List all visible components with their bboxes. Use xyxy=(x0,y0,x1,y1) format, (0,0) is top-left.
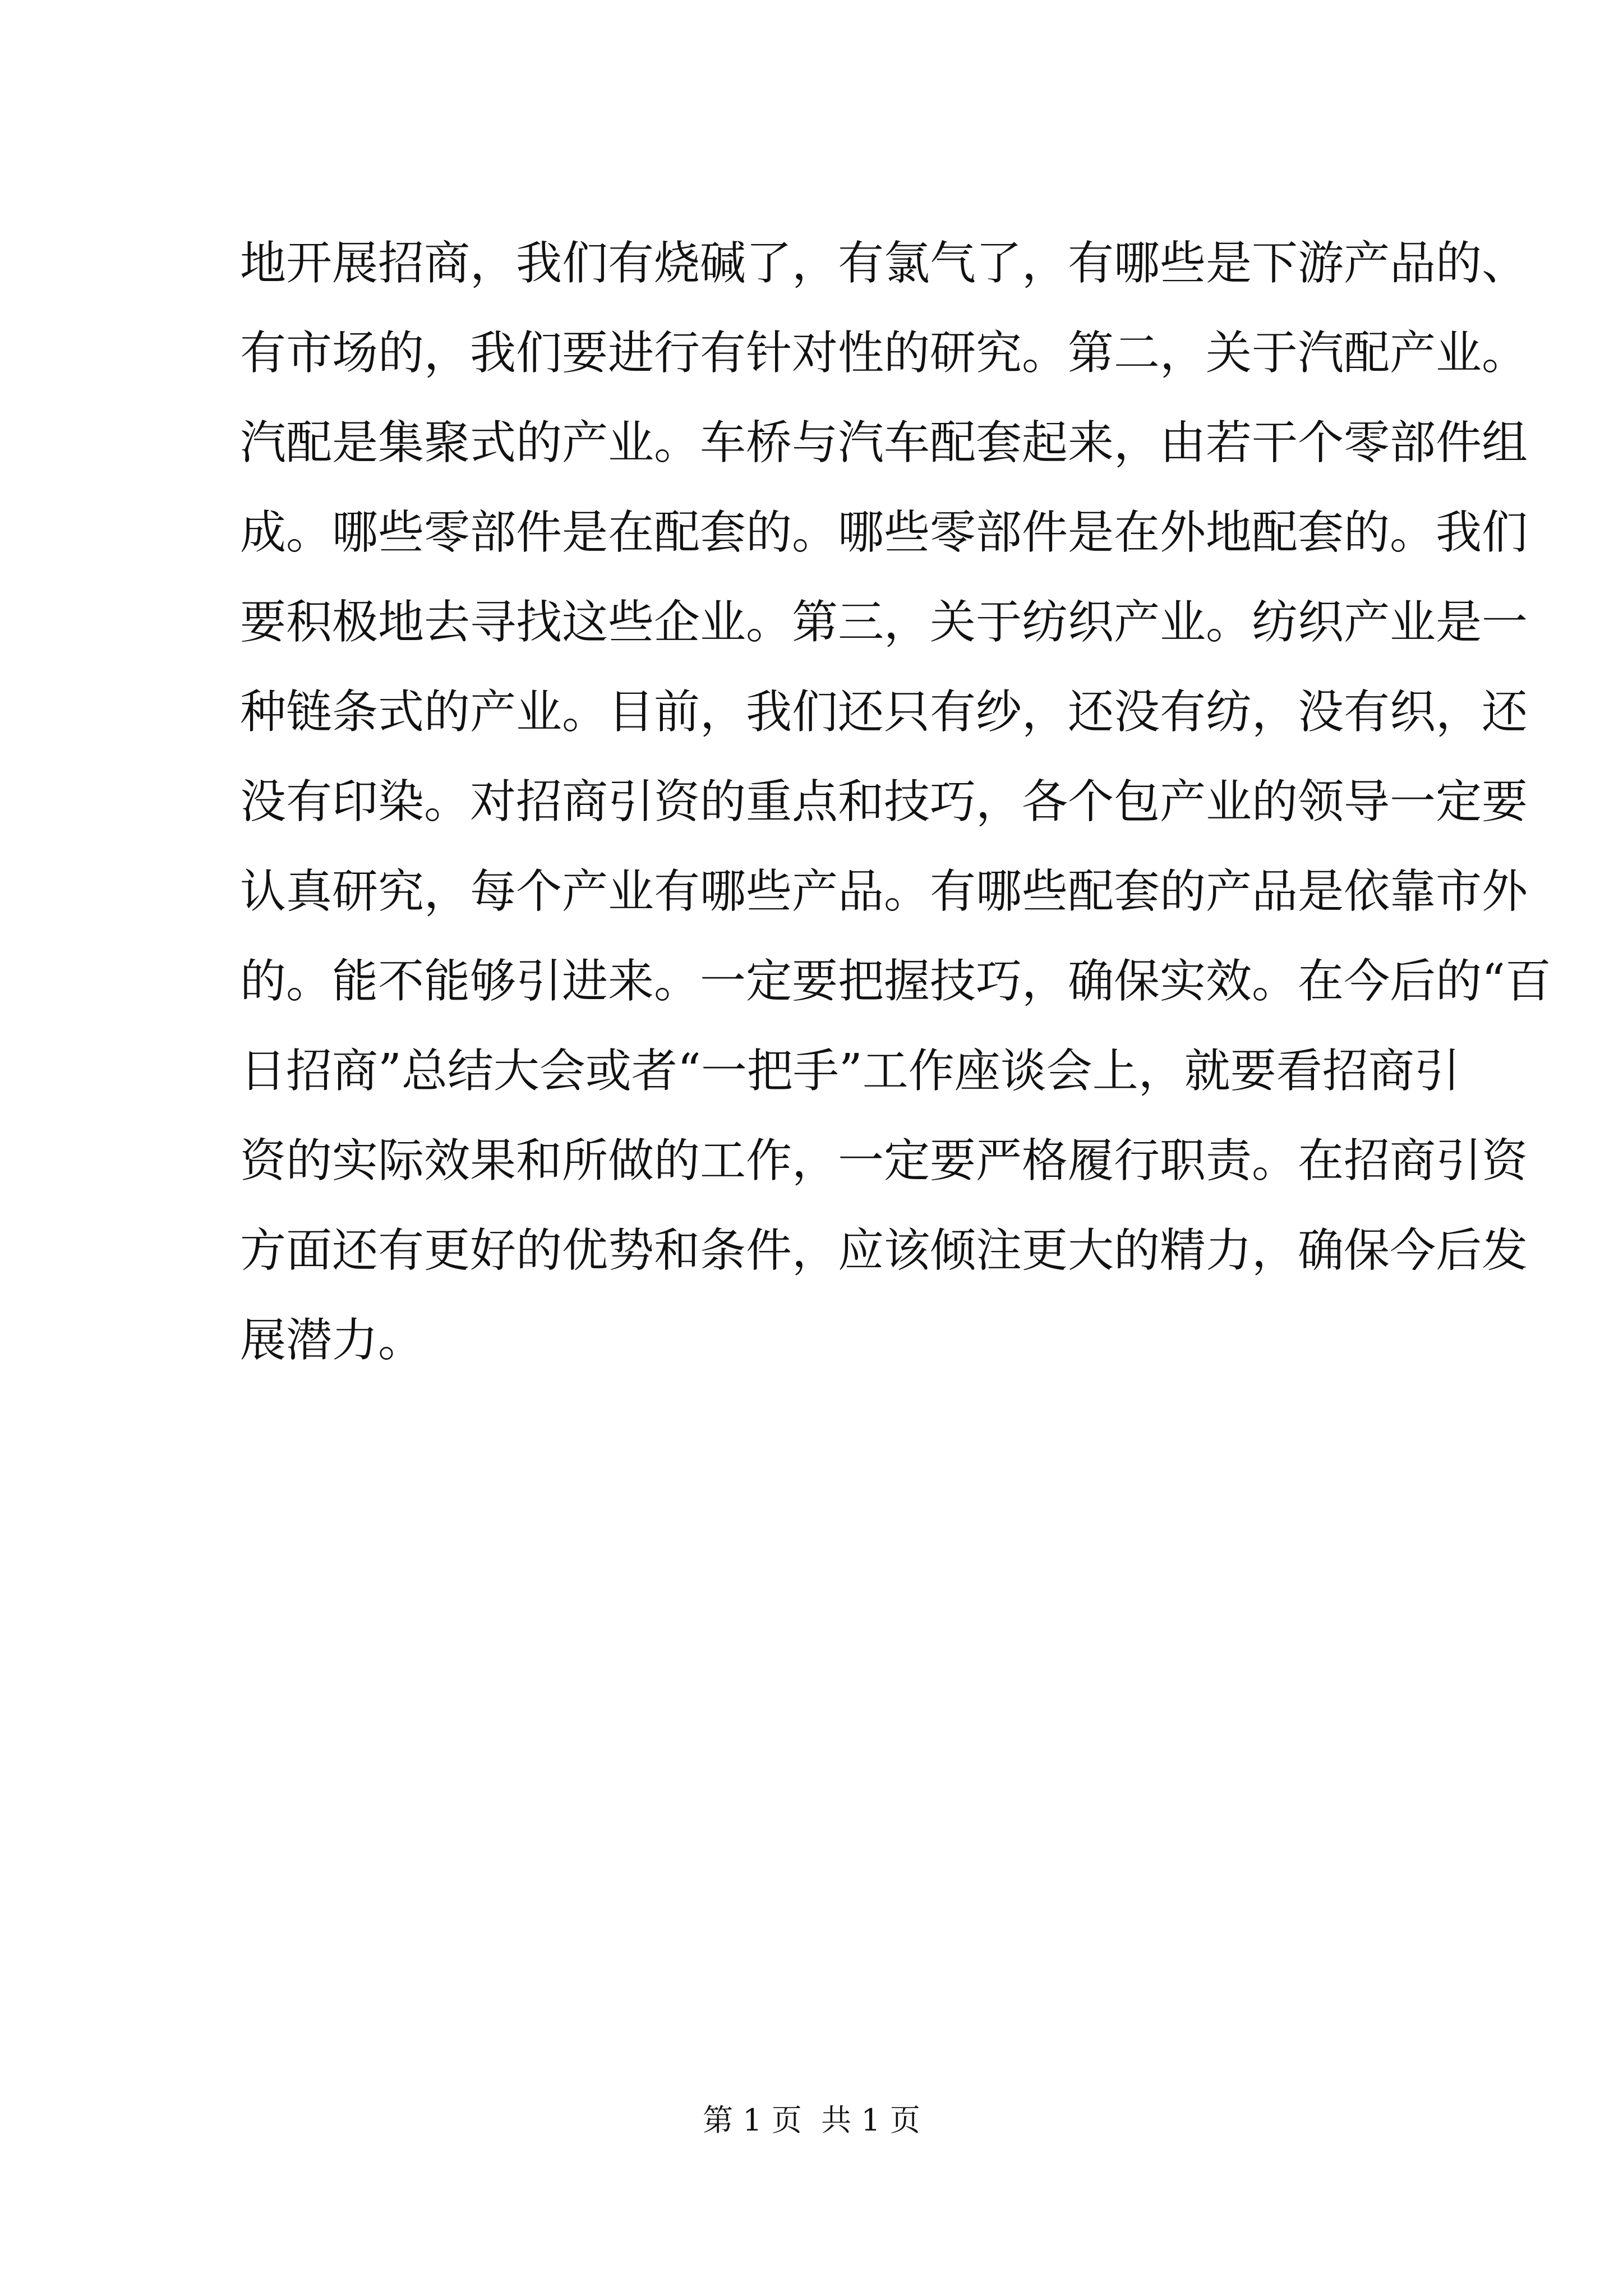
text-line: 种链条式的产业。目前，我们还只有纱，还没有纺，没有织，还 xyxy=(240,685,1528,739)
text-line: 认真研究，每个产业有哪些产品。有哪些配套的产品是依靠市外 xyxy=(240,865,1528,918)
text-line: 方面还有更好的优势和条件，应该倾注更大的精力，确保今后发 xyxy=(240,1224,1528,1277)
text-line: 没有印染。对招商引资的重点和技巧，各个包产业的领导一定要 xyxy=(240,775,1528,829)
body-paragraph xyxy=(240,219,1551,1386)
page-number-footer: 第 1 页 共 1 页 xyxy=(703,2102,920,2138)
text-line: 成。哪些零部件是在配套的。哪些零部件是在外地配套的。我们 xyxy=(240,506,1528,559)
text-line: 日招商”总结大会或者“一把手”工作座谈会上，就要看招商引 xyxy=(240,1045,1460,1098)
text-line: 汽配是集聚式的产业。车桥与汽车配套起来，由若干个零部件组 xyxy=(240,416,1528,470)
text-line: 资的实际效果和所做的工作，一定要严格履行职责。在招商引资 xyxy=(240,1134,1528,1188)
text-line: 地开展招商，我们有烧碱了，有氯气了，有哪些是下游产品的、 xyxy=(240,237,1528,290)
text-line: 要积极地去寻找这些企业。第三，关于纺织产业。纺织产业是一 xyxy=(240,596,1528,649)
text-line: 展潜力。 xyxy=(240,1314,425,1367)
text-line: 有市场的，我们要进行有针对性的研究。第二，关于汽配产业。 xyxy=(240,326,1528,380)
text-line: 的。能不能够引进来。一定要把握技巧，确保实效。在今后的“百 xyxy=(240,955,1551,1008)
